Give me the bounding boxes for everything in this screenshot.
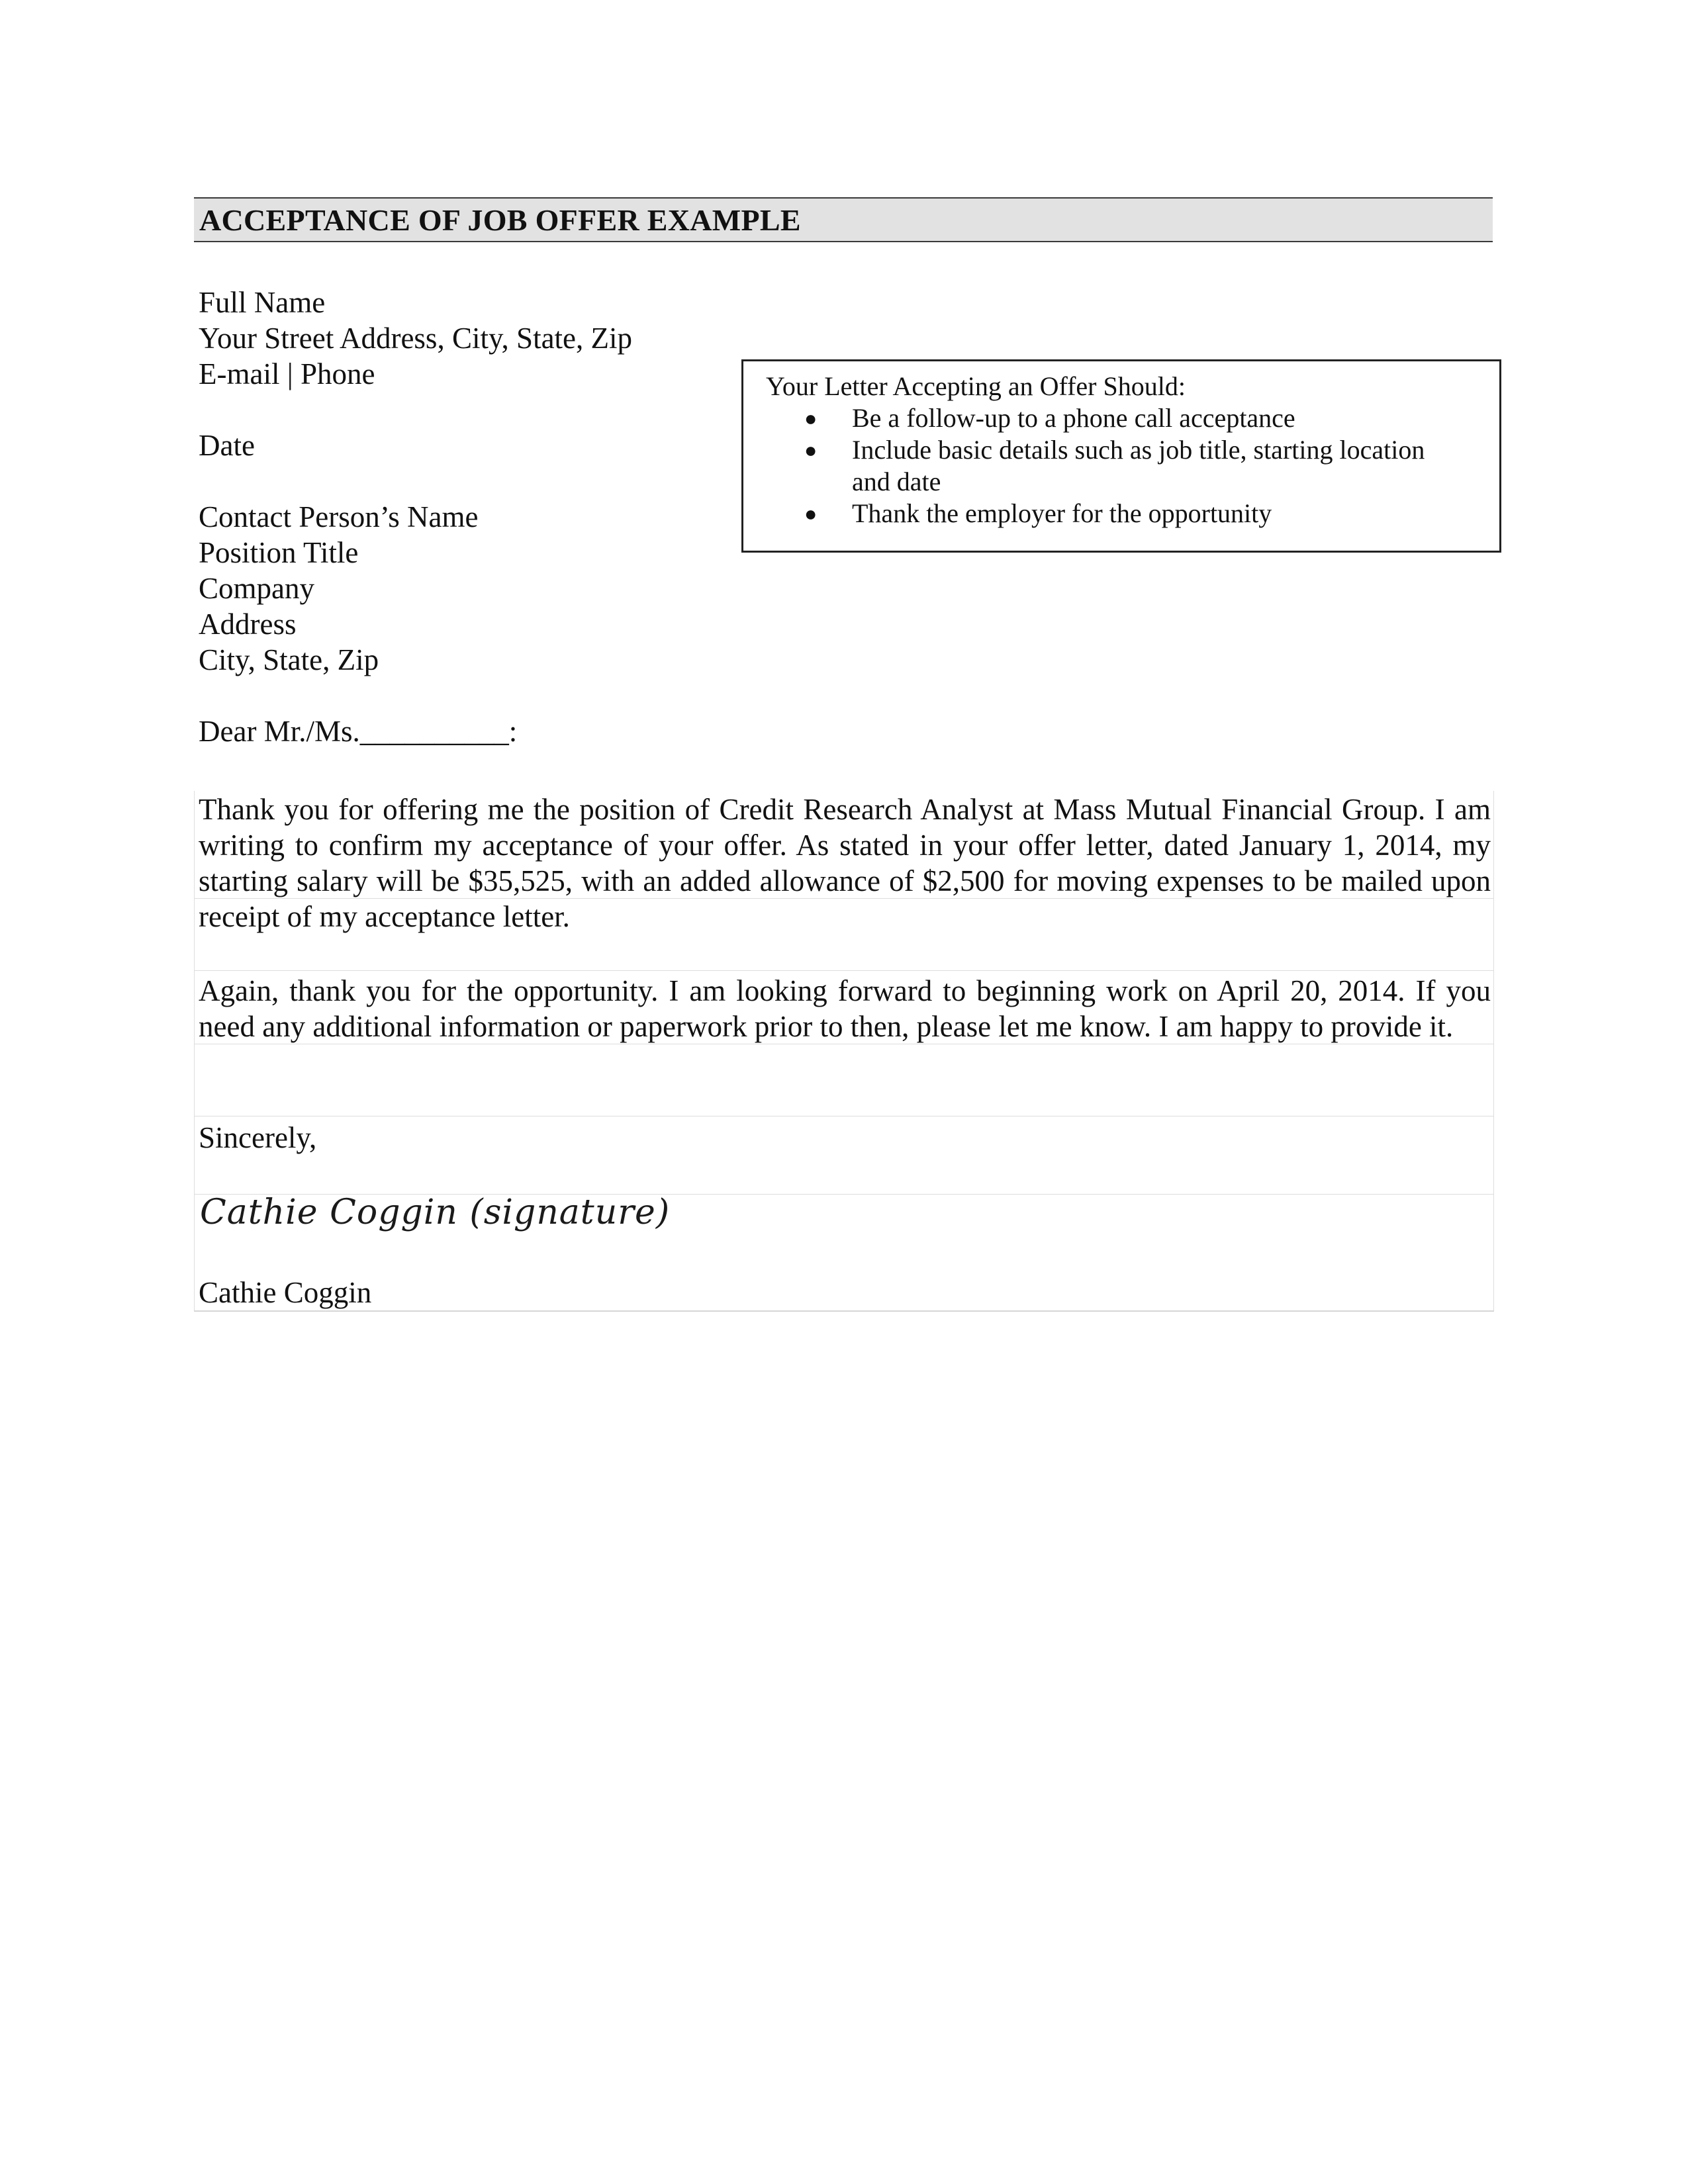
- divider: [194, 970, 1494, 971]
- body-paragraph-1: Thank you for offering me the position of Credit Research Analyst at Mass Mutual Financial Group. I am writing to confirm my acceptance of your offer. As stated in your offer letter, dated January 1, 2014, my starting salary will be $35,525, with an added allowance of $2,500 for moving expenses to be mailed upon receipt of my acceptance letter.: [199, 793, 1491, 933]
- divider: [194, 1310, 1494, 1312]
- letter-date: Date: [199, 429, 255, 462]
- bullet-icon: ●: [804, 502, 818, 525]
- bullet-icon: ●: [804, 406, 818, 430]
- tip-item: Thank the employer for the opportunity: [852, 498, 1272, 528]
- document-title: ACCEPTANCE OF JOB OFFER EXAMPLE: [199, 203, 801, 237]
- tip-item: Be a follow-up to a phone call acceptance: [852, 403, 1295, 433]
- signature: Cathie Coggin (signature): [200, 1193, 671, 1232]
- tip-item: Include basic details such as job title, starting location and date: [852, 435, 1425, 496]
- recipient-address: Address: [199, 608, 297, 641]
- recipient-city: City, State, Zip: [199, 643, 379, 676]
- sender-name: Full Name: [199, 286, 326, 319]
- valediction: Sincerely,: [199, 1121, 317, 1154]
- recipient-company: Company: [199, 572, 314, 605]
- body-paragraph-2: Again, thank you for the opportunity. I am looking forward to beginning work on April 20, 2014. If you need any additional information or paperwork prior to then, please let me know. I am happy to provide it.: [199, 974, 1491, 1043]
- tips-heading: Your Letter Accepting an Offer Should:: [766, 371, 1186, 401]
- signer-name: Cathie Coggin: [199, 1276, 372, 1309]
- sender-contact: E-mail | Phone: [199, 357, 375, 390]
- recipient-position: Position Title: [199, 536, 359, 569]
- recipient-name: Contact Person’s Name: [199, 500, 479, 533]
- sender-address: Your Street Address, City, State, Zip: [199, 322, 633, 355]
- title-bar: [194, 197, 1493, 242]
- greeting: Dear Mr./Ms.__________:: [199, 715, 518, 748]
- tips-box: [741, 359, 1501, 553]
- bullet-icon: ●: [804, 438, 818, 462]
